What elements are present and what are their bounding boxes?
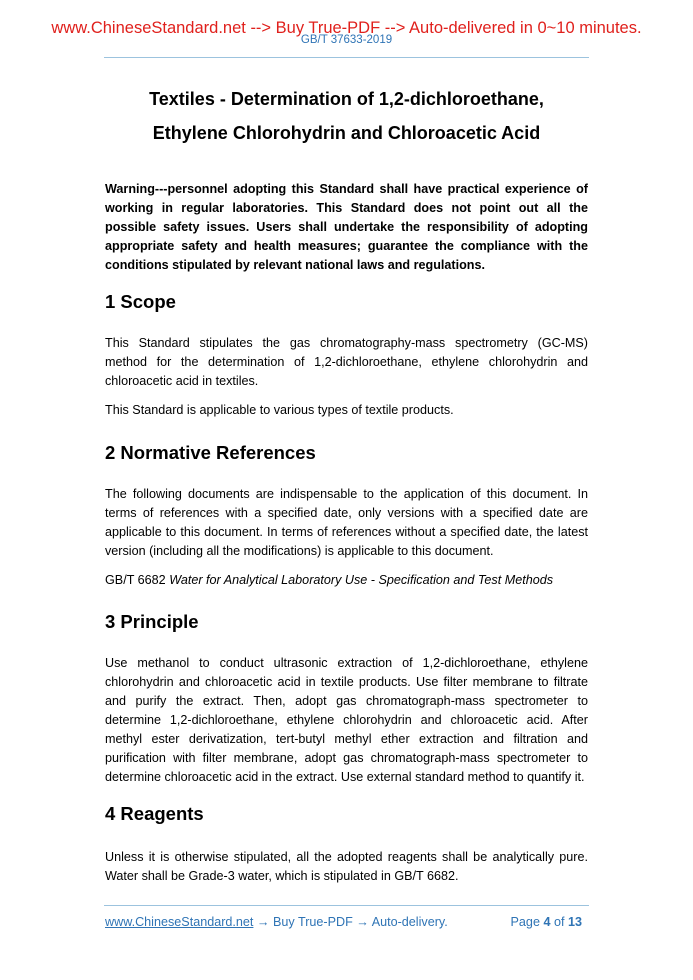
- page-indicator: [511, 915, 582, 929]
- title-line-1: Textiles - Determination of 1,2-dichloroethane,: [149, 89, 544, 109]
- header-rule: [104, 57, 589, 58]
- footer-rule: [104, 905, 589, 906]
- reagents-paragraph: Unless it is otherwise stipulated, all the adopted reagents shall be analytically pure. Water shall be Grade-3 water, which is stipulated in GB/T 6682.: [105, 850, 588, 883]
- scope-paragraph-1: This Standard stipulates the gas chromatography-mass spectrometry (GC-MS) method for the determination of 1,2-dichloroethane, ethylene chlorohydrin and chloroacetic acid in textiles.: [105, 336, 588, 388]
- references-paragraph: The following documents are indispensable to the application of this document. In terms of references with a specified date, only versions with a specified date are applicable to this document. In terms of references without a specified date, the latest version (including all the modifications) is applicable to this document.: [105, 487, 588, 558]
- total-pages: 13: [567, 915, 582, 929]
- section-heading-principle: 3 Principle: [105, 611, 199, 632]
- footer: [105, 915, 588, 929]
- principle-paragraph: Use methanol to conduct ultrasonic extraction of 1,2-dichloroethane, ethylene chlorohydrin and chloroacetic acid in textile products. Use filter membrane to filtrate and purify the extract. Then, adopt gas chromatograph-mass spectrometer to determine 1,2-dichloroethane, ethylene chlorohydrin and chloroacetic acid. After methyl ester derivatization, tert-butyl methyl ether extraction and filtration and purification with filter membrane, adopt gas chromatograph-mass spectrometer to determine chloroacetic acid in the extract. Use external standard method to quantify it.: [105, 656, 588, 784]
- footer-link[interactable]: www.ChineseStandard.net: [105, 915, 254, 929]
- reference-code: GB/T 6682: [105, 573, 166, 587]
- page-label: Page: [510, 915, 540, 929]
- section-heading-scope: 1 Scope: [105, 291, 176, 312]
- current-page: 4: [543, 915, 551, 929]
- section-heading-normative-references: 2 Normative References: [105, 442, 316, 463]
- warning-paragraph: Warning---personnel adopting this Standard shall have practical experience of working in regular laboratories. This Standard does not point out all the possible safety issues. Users shall undertake the responsibility of adopting appropriate safety and health measures; guarantee the compliance with the conditions stipulated by relevant national laws and regulations.: [105, 182, 588, 272]
- of-label: of: [553, 915, 565, 929]
- section-heading-reagents: 4 Reagents: [105, 803, 204, 824]
- reference-item: [105, 571, 588, 590]
- scope-paragraph-2: This Standard is applicable to various types of textile products.: [105, 403, 454, 417]
- title-line-2: Ethylene Chlorohydrin and Chloroacetic Acid: [152, 123, 541, 143]
- reference-title: Water for Analytical Laboratory Use - Specification and Test Methods: [169, 573, 554, 587]
- promo-banner[interactable]: www.ChineseStandard.net --> Buy True-PDF --> Auto-delivered in 0~10 minutes.: [51, 19, 642, 37]
- standard-number: GB/T 37633-2019: [300, 34, 393, 46]
- footer-text: → Buy True-PDF → Auto-delivery.: [253, 915, 448, 929]
